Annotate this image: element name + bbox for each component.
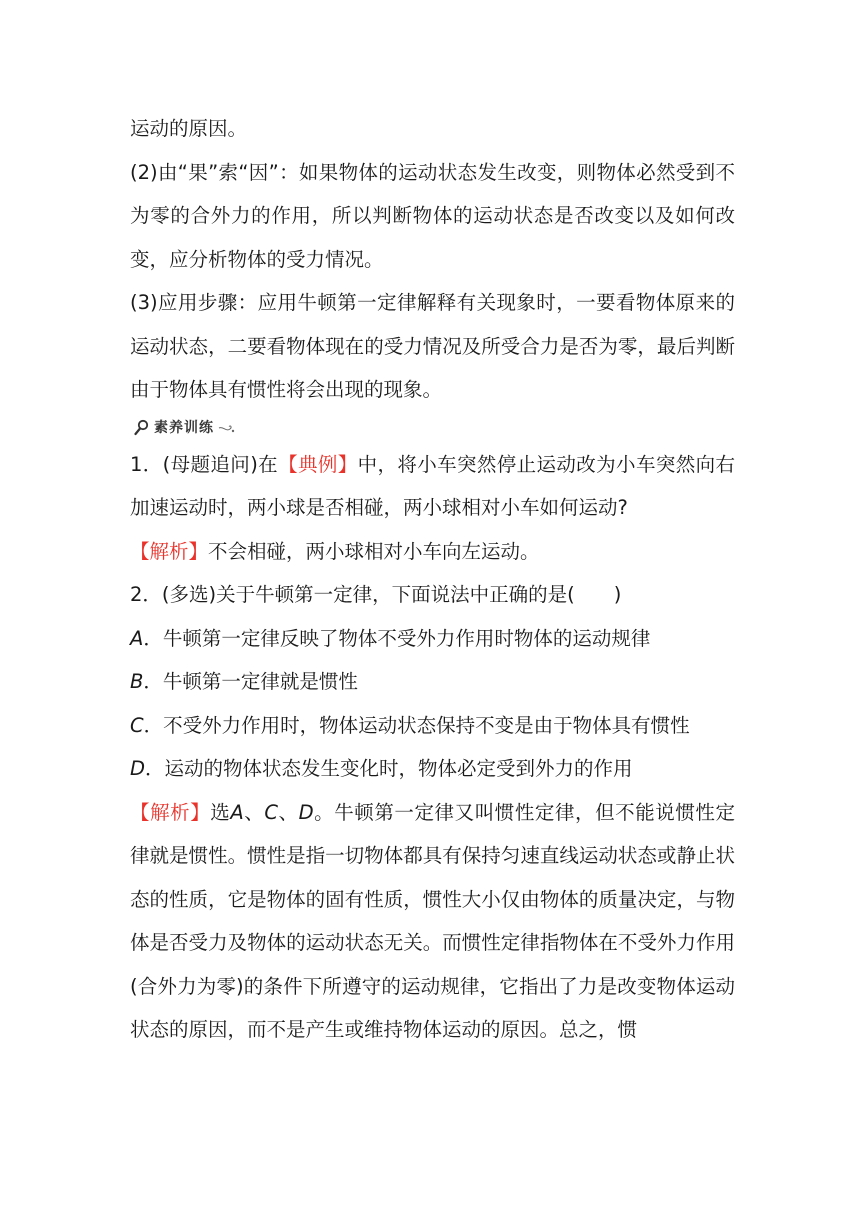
magnifier-icon (134, 419, 150, 437)
question-1-text: 中，将小车突然停止运动改为小车突然向右加速运动时，两小球是否相碰，两小球相对小车如何运动? (130, 452, 735, 519)
paragraph-continuation (130, 107, 735, 151)
option-text: ．牛顿第一定律反映了物体不受外力作用时物体的运动规律 (143, 626, 651, 650)
answer-1-text: 不会相碰，两小球相对小车向左运动。 (208, 539, 540, 563)
question-2-text: 2．(多选)关于牛顿第一定律，下面说法中正确的是( ) (130, 583, 622, 606)
question-1-prefix: 1．(母题追问)在 (130, 452, 279, 476)
example-tag: 【典例】 (278, 452, 358, 476)
text-line: 运动的原因。 (130, 117, 248, 140)
question-2 (130, 573, 735, 617)
answer-2 (130, 791, 735, 1052)
text-line: (3)应用步骤：应用牛顿第一定律解释有关现象时，一要看物体原来的运动状态，二要看物体现在的受力情况及所受合力是否为零，最后判断由于物体具有惯性将会出现的现象。 (130, 291, 735, 401)
option-letter: B (130, 670, 144, 693)
swirl-icon (218, 420, 236, 436)
option-text: ．不受外力作用时，物体运动状态保持不变是由于物体具有惯性 (143, 713, 690, 737)
option-text: ．运动的物体状态发生变化时，物体必定受到外力的作用 (145, 757, 633, 780)
option-c (130, 704, 735, 748)
answer-1 (130, 530, 735, 574)
section-tag (130, 413, 735, 443)
section-tag-box (130, 418, 240, 438)
option-letter: C (130, 713, 144, 737)
analysis-tag: 【解析】 (130, 800, 211, 824)
analysis-tag: 【解析】 (130, 539, 209, 563)
option-d (130, 747, 735, 791)
answer-2-prefix: 选 (210, 800, 231, 824)
answer-letter: C (264, 800, 278, 824)
paragraph-point-3 (130, 281, 735, 412)
question-1 (130, 443, 735, 530)
option-a (130, 617, 735, 661)
option-letter: A (130, 626, 144, 650)
separator: 、 (243, 800, 265, 824)
answer-letter: A (230, 800, 244, 824)
option-b (130, 660, 735, 704)
paragraph-point-2 (130, 151, 735, 282)
text-line: (2)由“果”索“因”：如果物体的运动状态发生改变，则物体必然受到不为零的合外力的作用，所以判断物体的运动状态是否改变以及如何改变，应分析物体的受力情况。 (130, 160, 735, 271)
option-letter: D (130, 757, 146, 780)
answer-2-text: 。牛顿第一定律又叫惯性定律，但不能说惯性定律就是惯性。惯性是指一切物体都具有保持匀速直线运动状态或静止状态的性质，它是物体的固有性质，惯性大小仅由物体的质量决定，与物体是否受力及物体的运动状态无关。而惯性定律指物体在不受外力作用(合外力为零)的条件下所遵守的运动规律，它指出了力是改变物体运动状态的原因，而不是产生或维持物体运动的原因。总之，惯 (130, 800, 735, 1041)
option-text: ．牛顿第一定律就是惯性 (143, 670, 358, 693)
section-tag-label: 素养训练 (154, 419, 214, 436)
answer-letter: D (298, 800, 314, 824)
separator: 、 (277, 800, 299, 824)
document-page (130, 107, 735, 1052)
